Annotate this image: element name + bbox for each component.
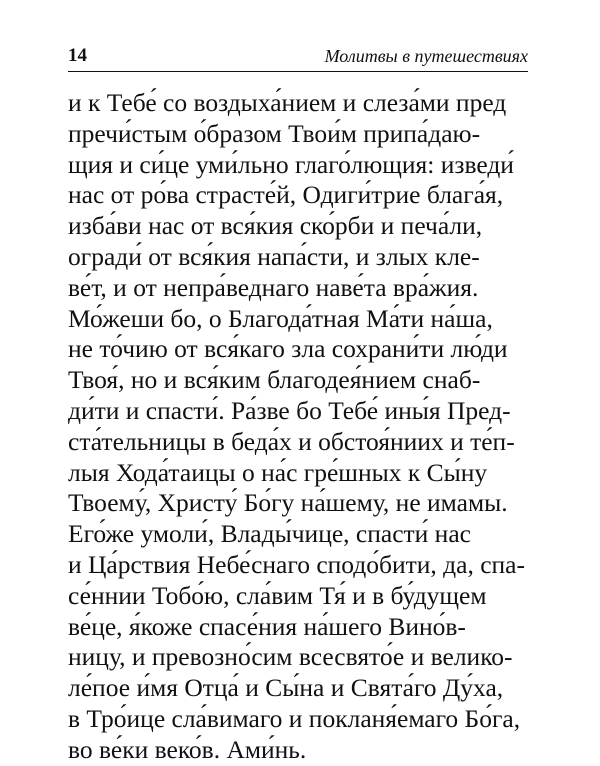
text-line: Твоему́, Христу́ Бо́гу на́шему, не имамы. — [68, 488, 508, 518]
text-line: во ве́ки веко́в. Ами́нь. — [68, 734, 307, 764]
text-line: ди́ти и спасти́. Ра́зве бо Тебе́ ины́я Пред- — [68, 395, 511, 425]
text-line: ста́тельницы в беда́х и обстоя́ниих и те́п- — [68, 426, 515, 456]
text-line: Мо́жеши бо, о Благода́тная Ма́ти на́ша, — [68, 303, 493, 333]
text-line: лыя Хода́таицы о на́с гре́шных к Сы́ну — [68, 457, 488, 487]
page-number: 14 — [68, 45, 87, 66]
header-rule — [68, 71, 528, 72]
running-header — [68, 44, 528, 68]
text-line: се́ннии Тобо́ю, сла́вим Тя́ и в бу́дущем — [68, 580, 487, 610]
text-line: и к Тебе́ со воздыха́нием и слеза́ми пред — [68, 88, 507, 117]
prayer-text — [68, 88, 538, 766]
text-line: нас от ро́ва страсте́й, Одиги́трие блага́я, — [68, 180, 504, 210]
text-line: Его́же умоли́, Влады́чице, спасти́ нас — [68, 519, 471, 549]
text-line: пречи́стым о́бразом Твои́м припа́даю- — [68, 118, 481, 148]
text-line: изба́ви нас от вся́кия ско́рби и печа́ли, — [68, 211, 483, 241]
text-line: ве́це, я́коже спасе́ния на́шего Вино́в- — [68, 611, 466, 641]
running-title: Молитвы в путешествиях — [324, 46, 528, 66]
text-line: Твоя́, но и вся́ким благодея́нием снаб- — [68, 365, 481, 395]
text-line: щия и си́це уми́льно глаго́лющия: изведи́ — [68, 149, 514, 179]
text-line: ницу, и превозно́сим всесвято́е и велико- — [68, 642, 513, 672]
text-line: ле́пое и́мя Отца́ и Сы́на и Свята́го Ду́ха, — [68, 673, 504, 703]
text-line: и Ца́рствия Небе́снаго сподо́бити, да, спа- — [68, 549, 525, 579]
text-line: не то́чию от вся́каго зла сохрани́ти лю́ди — [68, 334, 508, 364]
text-line: ве́т, и от непра́веднаго наве́та вра́жия. — [68, 272, 479, 302]
text-line: в Тро́ице сла́вимаго и покланя́емаго Бо́га, — [68, 703, 521, 733]
text-line: огради́ от вся́кия напа́сти, и злых кле- — [68, 241, 480, 271]
